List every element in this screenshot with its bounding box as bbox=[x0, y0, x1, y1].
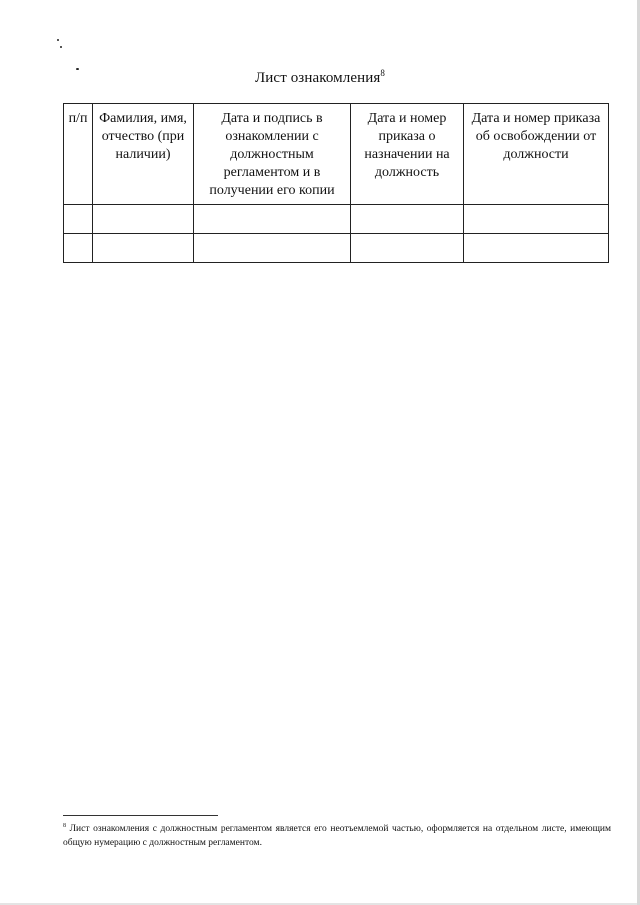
table-row bbox=[64, 205, 609, 234]
document-title bbox=[0, 70, 640, 87]
column-header-number: п/п bbox=[64, 104, 93, 205]
table-cell bbox=[93, 205, 194, 234]
scan-speck bbox=[57, 39, 59, 41]
scan-speck bbox=[60, 46, 62, 48]
footnote-separator bbox=[63, 815, 218, 816]
title-footnote-mark: 8 bbox=[380, 68, 385, 78]
table-cell bbox=[64, 205, 93, 234]
footnote-text: Лист ознакомления с должностным регламентом является его неотъемлемой частью, оформляется на отдельном листе, имеющим общую нумерацию с должностным регламентом. bbox=[63, 824, 611, 848]
table-cell bbox=[351, 205, 464, 234]
table-cell bbox=[64, 234, 93, 263]
acknowledgement-table bbox=[63, 103, 609, 263]
table-cell bbox=[194, 234, 351, 263]
document-title-text: Лист ознакомления bbox=[255, 70, 381, 86]
footnote-mark: 8 bbox=[63, 822, 66, 829]
table-cell bbox=[351, 234, 464, 263]
table-cell bbox=[464, 234, 609, 263]
footnote bbox=[63, 822, 611, 850]
table-row bbox=[64, 234, 609, 263]
table-header-row bbox=[64, 104, 609, 205]
column-header-full-name: Фамилия, имя, отчество (при наличии) bbox=[93, 104, 194, 205]
column-header-appointment-order: Дата и номер приказа о назначении на должность bbox=[351, 104, 464, 205]
column-header-signature-date: Дата и подпись в ознакомлении с должностным регламентом и в получении его копии bbox=[194, 104, 351, 205]
table-cell bbox=[464, 205, 609, 234]
table-cell bbox=[194, 205, 351, 234]
table-cell bbox=[93, 234, 194, 263]
column-header-dismissal-order: Дата и номер приказа об освобождении от должности bbox=[464, 104, 609, 205]
